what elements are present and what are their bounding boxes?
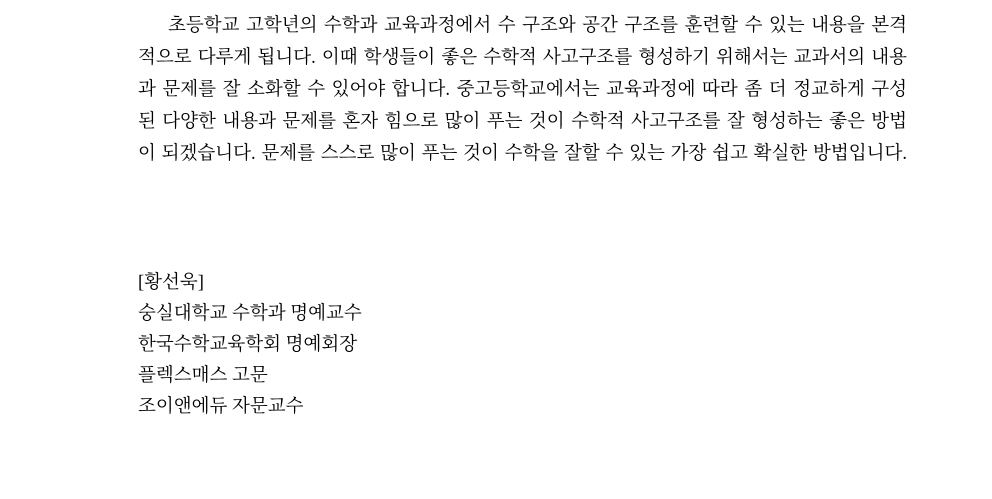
- body-paragraph: 초등학교 고학년의 수학과 교육과정에서 수 구조와 공간 구조를 훈련할 수 있는 내용을 본격적으로 다루게 됩니다. 이때 학생들이 좋은 수학적 사고구조를 형성하기 위해서는 교과서의 내용과 문제를 잘 소화할 수 있어야 합니다. 중고등학교에서는 교육과정에 따라 좀 더 정교하게 구성된 다양한 내용과 문제를 혼자 힘으로 많이 푸는 것이 수학적 사고구조를 잘 형성하는 좋은 방법이 되겠습니다. 문제를 스스로 많이 푸는 것이 수학을 잘할 수 있는 가장 쉽고 확실한 방법입니다.: [138, 16, 907, 164]
- signature-name: [황선욱]: [138, 273, 204, 293]
- signature-affiliation-3: 플렉스매스 고문: [138, 366, 268, 386]
- signature-affiliation-2: 한국수학교육학회 명예회장: [138, 335, 358, 355]
- signature-affiliation-4: 조이앤에듀 자문교수: [138, 397, 304, 417]
- signature-block: [138, 268, 907, 423]
- signature-affiliation-1: 숭실대학교 수학과 명예교수: [138, 304, 362, 324]
